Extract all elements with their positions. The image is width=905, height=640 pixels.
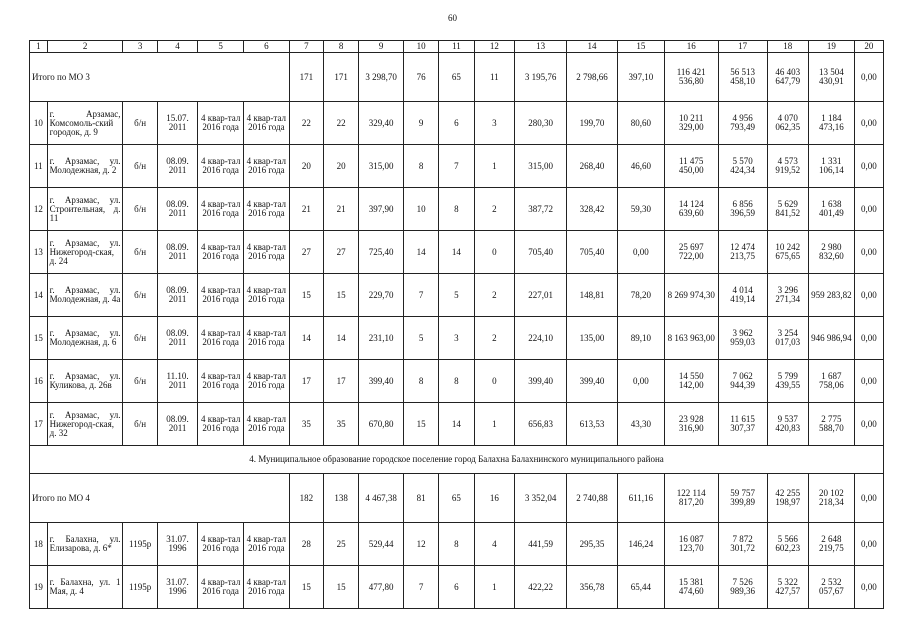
column-number: 13 (515, 41, 567, 53)
address-cell: г. Балахна, ул. 1 Мая, д. 4 (47, 566, 123, 609)
value-cell-c8: 27 (323, 231, 358, 274)
value-cell-c11: 6 (439, 102, 474, 145)
row-number: 15 (30, 317, 48, 360)
address-cell: г. Арзамас, ул. Нижегород-ская, д. 32 (47, 403, 123, 446)
value-cell-c16: 25 697 722,00 (664, 231, 718, 274)
value-cell-c17: 7 526 989,36 (718, 566, 767, 609)
value-cell-c15: 65,44 (617, 566, 664, 609)
column-number: 8 (323, 41, 358, 53)
end-period-cell: 4 квар-тал 2016 года (243, 188, 289, 231)
column-number: 1 (30, 41, 48, 53)
address-cell: г. Балахна, ул. Елизарова, д. 6* (47, 523, 123, 566)
value-cell-c8: 25 (323, 523, 358, 566)
value-cell-c19: 2 648 219,75 (809, 523, 855, 566)
end-period-cell: 4 квар-тал 2016 года (243, 360, 289, 403)
column-number: 2 (47, 41, 123, 53)
value-cell-c11: 8 (439, 360, 474, 403)
address-cell: г. Арзамас, ул. Молодежная, д. 6 (47, 317, 123, 360)
value-cell-c14: 268,40 (567, 145, 618, 188)
row-number: 10 (30, 102, 48, 145)
value-cell-c7: 28 (289, 523, 323, 566)
value-cell-c14: 399,40 (567, 360, 618, 403)
page-number: 60 (448, 13, 457, 23)
start-period-cell: 4 квар-тал 2016 года (198, 188, 244, 231)
value-cell-c16: 8 269 974,30 (664, 274, 718, 317)
total-cell-c7: 171 (289, 53, 323, 102)
value-cell-c14: 356,78 (567, 566, 618, 609)
value-cell-c16: 23 928 316,90 (664, 403, 718, 446)
value-cell-c20: 0,00 (854, 566, 883, 609)
value-cell-c19: 1 331 106,14 (809, 145, 855, 188)
value-cell-c10: 10 (403, 188, 438, 231)
value-cell-c16: 11 475 450,00 (664, 145, 718, 188)
row-number: 19 (30, 566, 48, 609)
end-period-cell: 4 квар-тал 2016 года (243, 274, 289, 317)
value-cell-c13: 441,59 (515, 523, 567, 566)
value-cell-c8: 21 (323, 188, 358, 231)
value-cell-c16: 14 550 142,00 (664, 360, 718, 403)
address-cell: г. Арзамас, Комсомоль-ский городок, д. 9 (47, 102, 123, 145)
value-cell-c19: 1 184 473,16 (809, 102, 855, 145)
value-cell-c10: 14 (403, 231, 438, 274)
column-number: 15 (617, 41, 664, 53)
address-cell: г. Арзамас, ул. Нижегород-ская, д. 24 (47, 231, 123, 274)
value-cell-c18: 3 254 017,03 (767, 317, 809, 360)
value-cell-c9: 725,40 (359, 231, 404, 274)
date-cell: 11.10. 2011 (157, 360, 198, 403)
total-cell-c8: 138 (323, 474, 358, 523)
table-row (30, 317, 884, 360)
column-number: 4 (157, 41, 198, 53)
total-cell-c18: 42 255 198,97 (767, 474, 809, 523)
value-cell-c9: 670,80 (359, 403, 404, 446)
row-number: 14 (30, 274, 48, 317)
value-cell-c10: 12 (403, 523, 438, 566)
value-cell-c17: 11 615 307,37 (718, 403, 767, 446)
row-number: 11 (30, 145, 48, 188)
column-number: 14 (567, 41, 618, 53)
value-cell-c13: 227,01 (515, 274, 567, 317)
table-row (30, 231, 884, 274)
document-number-cell: б/н (123, 231, 157, 274)
table-row (30, 403, 884, 446)
value-cell-c17: 7 872 301,72 (718, 523, 767, 566)
date-cell: 08.09. 2011 (157, 188, 198, 231)
value-cell-c11: 14 (439, 403, 474, 446)
column-number: 7 (289, 41, 323, 53)
value-cell-c19: 959 283,82 (809, 274, 855, 317)
value-cell-c18: 3 296 271,34 (767, 274, 809, 317)
end-period-cell: 4 квар-тал 2016 года (243, 102, 289, 145)
value-cell-c10: 7 (403, 274, 438, 317)
value-cell-c13: 705,40 (515, 231, 567, 274)
total-cell-c7: 182 (289, 474, 323, 523)
total-cell-c14: 2 740,88 (567, 474, 618, 523)
value-cell-c18: 5 799 439,55 (767, 360, 809, 403)
end-period-cell: 4 квар-тал 2016 года (243, 317, 289, 360)
value-cell-c20: 0,00 (854, 317, 883, 360)
value-cell-c17: 3 962 959,03 (718, 317, 767, 360)
value-cell-c9: 231,10 (359, 317, 404, 360)
row-number: 12 (30, 188, 48, 231)
value-cell-c12: 1 (474, 566, 515, 609)
value-cell-c15: 89,10 (617, 317, 664, 360)
value-cell-c9: 529,44 (359, 523, 404, 566)
table-row (30, 102, 884, 145)
value-cell-c7: 21 (289, 188, 323, 231)
value-cell-c15: 78,20 (617, 274, 664, 317)
table-row (30, 145, 884, 188)
document-number-cell: б/н (123, 188, 157, 231)
value-cell-c20: 0,00 (854, 523, 883, 566)
total-row-mo3 (30, 53, 884, 102)
end-period-cell: 4 квар-тал 2016 года (243, 566, 289, 609)
total-cell-c13: 3 352,04 (515, 474, 567, 523)
total-cell-c12: 11 (474, 53, 515, 102)
document-number-cell: 1195р (123, 523, 157, 566)
table-row (30, 360, 884, 403)
value-cell-c7: 15 (289, 566, 323, 609)
value-cell-c15: 80,60 (617, 102, 664, 145)
date-cell: 08.09. 2011 (157, 145, 198, 188)
total-cell-c11: 65 (439, 53, 474, 102)
value-cell-c12: 4 (474, 523, 515, 566)
start-period-cell: 4 квар-тал 2016 года (198, 566, 244, 609)
total-cell-c10: 76 (403, 53, 438, 102)
value-cell-c20: 0,00 (854, 231, 883, 274)
value-cell-c20: 0,00 (854, 145, 883, 188)
value-cell-c7: 35 (289, 403, 323, 446)
value-cell-c12: 0 (474, 231, 515, 274)
value-cell-c19: 2 775 588,70 (809, 403, 855, 446)
table-row (30, 566, 884, 609)
total-cell-c20: 0,00 (854, 53, 883, 102)
value-cell-c9: 229,70 (359, 274, 404, 317)
start-period-cell: 4 квар-тал 2016 года (198, 317, 244, 360)
address-cell: г. Арзамас, ул. Строительная, д. 11 (47, 188, 123, 231)
section-title: 4. Муниципальное образование городское поселение город Балахна Балахнинского муниципального района (30, 446, 884, 474)
value-cell-c18: 5 566 602,23 (767, 523, 809, 566)
end-period-cell: 4 квар-тал 2016 года (243, 523, 289, 566)
column-number: 18 (767, 41, 809, 53)
address-cell: г. Арзамас, ул. Молодежная, д. 4а (47, 274, 123, 317)
start-period-cell: 4 квар-тал 2016 года (198, 145, 244, 188)
total-cell-c20: 0,00 (854, 474, 883, 523)
start-period-cell: 4 квар-тал 2016 года (198, 274, 244, 317)
document-number-cell: 1195р (123, 566, 157, 609)
value-cell-c14: 295,35 (567, 523, 618, 566)
value-cell-c18: 4 070 062,35 (767, 102, 809, 145)
value-cell-c13: 656,83 (515, 403, 567, 446)
value-cell-c9: 329,40 (359, 102, 404, 145)
value-cell-c14: 148,81 (567, 274, 618, 317)
value-cell-c7: 14 (289, 317, 323, 360)
value-cell-c7: 20 (289, 145, 323, 188)
end-period-cell: 4 квар-тал 2016 года (243, 145, 289, 188)
address-cell: г. Арзамас, ул. Куликова, д. 26в (47, 360, 123, 403)
document-number-cell: б/н (123, 403, 157, 446)
column-number: 20 (854, 41, 883, 53)
document-number-cell: б/н (123, 102, 157, 145)
value-cell-c12: 3 (474, 102, 515, 145)
value-cell-c18: 4 573 919,52 (767, 145, 809, 188)
value-cell-c11: 6 (439, 566, 474, 609)
value-cell-c12: 1 (474, 403, 515, 446)
value-cell-c7: 15 (289, 274, 323, 317)
total-cell-c9: 4 467,38 (359, 474, 404, 523)
value-cell-c8: 15 (323, 566, 358, 609)
total-row-mo4 (30, 474, 884, 523)
total-cell-c19: 20 102 218,34 (809, 474, 855, 523)
value-cell-c15: 59,30 (617, 188, 664, 231)
value-cell-c11: 7 (439, 145, 474, 188)
total-cell-c16: 122 114 817,20 (664, 474, 718, 523)
column-number: 17 (718, 41, 767, 53)
start-period-cell: 4 квар-тал 2016 года (198, 360, 244, 403)
value-cell-c15: 146,24 (617, 523, 664, 566)
value-cell-c9: 399,40 (359, 360, 404, 403)
column-number: 12 (474, 41, 515, 53)
value-cell-c15: 43,30 (617, 403, 664, 446)
value-cell-c18: 10 242 675,65 (767, 231, 809, 274)
row-number: 17 (30, 403, 48, 446)
value-cell-c19: 1 687 758,06 (809, 360, 855, 403)
housing-program-table (29, 40, 884, 609)
row-number: 18 (30, 523, 48, 566)
total-cell-c17: 59 757 399,89 (718, 474, 767, 523)
value-cell-c20: 0,00 (854, 360, 883, 403)
value-cell-c12: 2 (474, 274, 515, 317)
row-number: 16 (30, 360, 48, 403)
value-cell-c14: 199,70 (567, 102, 618, 145)
value-cell-c19: 2 532 057,67 (809, 566, 855, 609)
value-cell-c20: 0,00 (854, 274, 883, 317)
value-cell-c17: 7 062 944,39 (718, 360, 767, 403)
value-cell-c8: 15 (323, 274, 358, 317)
date-cell: 31.07. 1996 (157, 566, 198, 609)
value-cell-c14: 328,42 (567, 188, 618, 231)
total-cell-c15: 397,10 (617, 53, 664, 102)
value-cell-c12: 2 (474, 188, 515, 231)
value-cell-c14: 613,53 (567, 403, 618, 446)
table-body (30, 41, 884, 609)
value-cell-c10: 7 (403, 566, 438, 609)
table-row (30, 274, 884, 317)
total-cell-c12: 16 (474, 474, 515, 523)
column-number: 16 (664, 41, 718, 53)
value-cell-c17: 4 014 419,14 (718, 274, 767, 317)
value-cell-c7: 17 (289, 360, 323, 403)
start-period-cell: 4 квар-тал 2016 года (198, 102, 244, 145)
value-cell-c17: 5 570 424,34 (718, 145, 767, 188)
start-period-cell: 4 квар-тал 2016 года (198, 523, 244, 566)
row-number: 13 (30, 231, 48, 274)
section-heading-row (30, 446, 884, 474)
value-cell-c19: 2 980 832,60 (809, 231, 855, 274)
value-cell-c16: 10 211 329,00 (664, 102, 718, 145)
value-cell-c11: 3 (439, 317, 474, 360)
value-cell-c10: 15 (403, 403, 438, 446)
value-cell-c12: 0 (474, 360, 515, 403)
total-cell-c16: 116 421 536,80 (664, 53, 718, 102)
value-cell-c13: 315,00 (515, 145, 567, 188)
date-cell: 08.09. 2011 (157, 317, 198, 360)
value-cell-c14: 705,40 (567, 231, 618, 274)
document-number-cell: б/н (123, 274, 157, 317)
end-period-cell: 4 квар-тал 2016 года (243, 231, 289, 274)
value-cell-c18: 5 322 427,57 (767, 566, 809, 609)
value-cell-c15: 0,00 (617, 231, 664, 274)
value-cell-c7: 22 (289, 102, 323, 145)
date-cell: 08.09. 2011 (157, 274, 198, 317)
date-cell: 31.07. 1996 (157, 523, 198, 566)
total-label: Итого по МО 3 (30, 53, 290, 102)
value-cell-c16: 14 124 639,60 (664, 188, 718, 231)
value-cell-c15: 46,60 (617, 145, 664, 188)
value-cell-c20: 0,00 (854, 403, 883, 446)
end-period-cell: 4 квар-тал 2016 года (243, 403, 289, 446)
value-cell-c11: 8 (439, 188, 474, 231)
total-label: Итого по МО 4 (30, 474, 290, 523)
value-cell-c12: 2 (474, 317, 515, 360)
value-cell-c12: 1 (474, 145, 515, 188)
value-cell-c16: 16 087 123,70 (664, 523, 718, 566)
value-cell-c17: 12 474 213,75 (718, 231, 767, 274)
start-period-cell: 4 квар-тал 2016 года (198, 231, 244, 274)
value-cell-c10: 5 (403, 317, 438, 360)
value-cell-c7: 27 (289, 231, 323, 274)
value-cell-c19: 1 638 401,49 (809, 188, 855, 231)
value-cell-c8: 20 (323, 145, 358, 188)
value-cell-c8: 22 (323, 102, 358, 145)
value-cell-c9: 315,00 (359, 145, 404, 188)
date-cell: 08.09. 2011 (157, 231, 198, 274)
value-cell-c14: 135,00 (567, 317, 618, 360)
total-cell-c18: 46 403 647,79 (767, 53, 809, 102)
total-cell-c15: 611,16 (617, 474, 664, 523)
value-cell-c13: 387,72 (515, 188, 567, 231)
total-cell-c14: 2 798,66 (567, 53, 618, 102)
value-cell-c19: 946 986,94 (809, 317, 855, 360)
document-number-cell: б/н (123, 317, 157, 360)
value-cell-c16: 15 381 474,60 (664, 566, 718, 609)
value-cell-c17: 4 956 793,49 (718, 102, 767, 145)
value-cell-c20: 0,00 (854, 188, 883, 231)
value-cell-c11: 5 (439, 274, 474, 317)
table-row (30, 523, 884, 566)
value-cell-c9: 477,80 (359, 566, 404, 609)
value-cell-c8: 17 (323, 360, 358, 403)
value-cell-c9: 397,90 (359, 188, 404, 231)
value-cell-c13: 224,10 (515, 317, 567, 360)
start-period-cell: 4 квар-тал 2016 года (198, 403, 244, 446)
value-cell-c13: 422,22 (515, 566, 567, 609)
address-cell: г. Арзамас, ул. Молодежная, д. 2 (47, 145, 123, 188)
value-cell-c13: 280,30 (515, 102, 567, 145)
column-number-row (30, 41, 884, 53)
column-number: 10 (403, 41, 438, 53)
value-cell-c11: 8 (439, 523, 474, 566)
value-cell-c16: 8 163 963,00 (664, 317, 718, 360)
column-number: 11 (439, 41, 474, 53)
total-cell-c19: 13 504 430,91 (809, 53, 855, 102)
document-number-cell: б/н (123, 360, 157, 403)
table-row (30, 188, 884, 231)
column-number: 19 (809, 41, 855, 53)
total-cell-c13: 3 195,76 (515, 53, 567, 102)
value-cell-c8: 14 (323, 317, 358, 360)
value-cell-c10: 9 (403, 102, 438, 145)
value-cell-c20: 0,00 (854, 102, 883, 145)
total-cell-c9: 3 298,70 (359, 53, 404, 102)
value-cell-c18: 9 537 420,83 (767, 403, 809, 446)
column-number: 3 (123, 41, 157, 53)
value-cell-c13: 399,40 (515, 360, 567, 403)
value-cell-c17: 6 856 396,59 (718, 188, 767, 231)
date-cell: 08.09. 2011 (157, 403, 198, 446)
value-cell-c15: 0,00 (617, 360, 664, 403)
total-cell-c11: 65 (439, 474, 474, 523)
date-cell: 15.07. 2011 (157, 102, 198, 145)
column-number: 9 (359, 41, 404, 53)
value-cell-c10: 8 (403, 360, 438, 403)
column-number: 5 (198, 41, 244, 53)
document-number-cell: б/н (123, 145, 157, 188)
total-cell-c17: 56 513 458,10 (718, 53, 767, 102)
total-cell-c10: 81 (403, 474, 438, 523)
value-cell-c8: 35 (323, 403, 358, 446)
column-number: 6 (243, 41, 289, 53)
value-cell-c18: 5 629 841,52 (767, 188, 809, 231)
value-cell-c10: 8 (403, 145, 438, 188)
total-cell-c8: 171 (323, 53, 358, 102)
value-cell-c11: 14 (439, 231, 474, 274)
